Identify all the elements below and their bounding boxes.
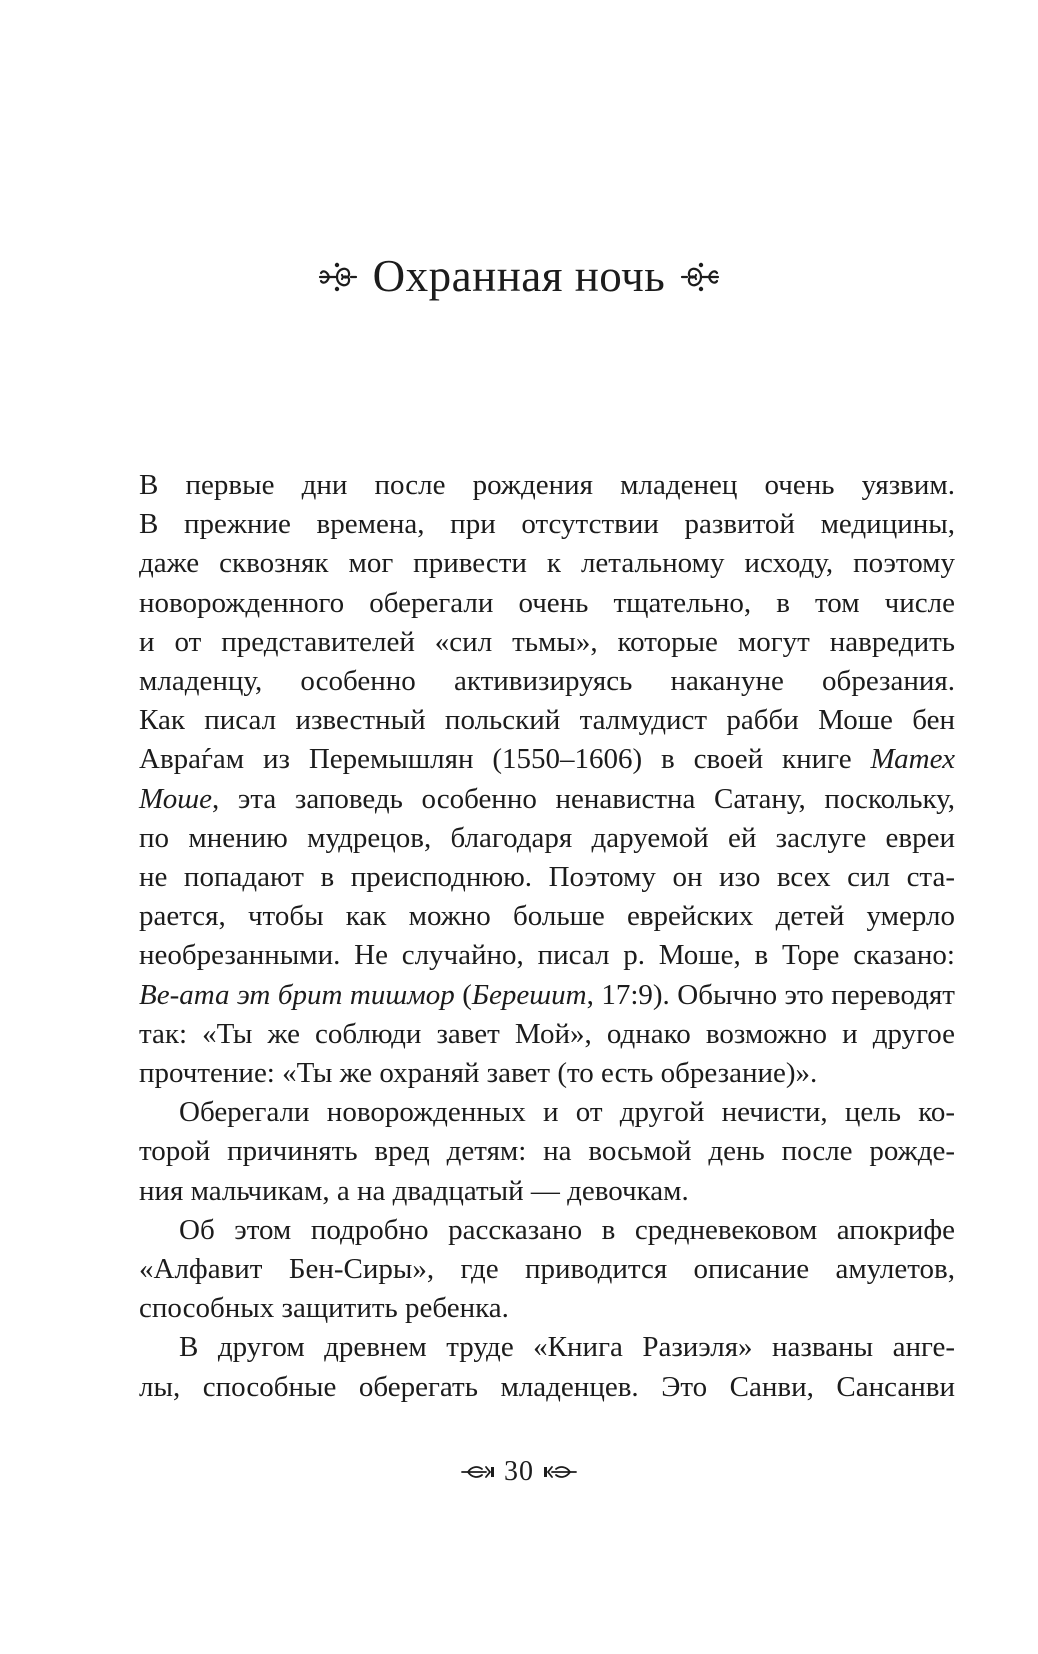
text-line: не попадают в преисподнюю. Поэтому он изо всех сил ста- <box>139 861 955 894</box>
page-footer <box>0 1456 1038 1488</box>
text-line: Оберегали новорожденных и от другой нечисти, цель ко- <box>179 1096 955 1129</box>
text-line <box>139 976 955 1015</box>
text-line: необрезанными. Не случайно, писал р. Моше, в Торе сказано: <box>139 939 955 972</box>
flourish-icon <box>679 257 723 297</box>
text-line: рается, чтобы как можно больше еврейских детей умерло <box>139 900 955 933</box>
text-line: по мнению мудрецов, благодаря даруемой ей заслуге евреи <box>139 821 955 854</box>
folio-flourish-left-icon <box>460 1463 496 1481</box>
text-line: В первые дни после рождения младенец очень уязвим. <box>139 469 955 501</box>
text-segment: , 17:9). Обычно это переводят <box>586 978 955 1011</box>
text-line <box>139 740 955 779</box>
paragraph <box>139 466 955 1093</box>
text-segment: ( <box>454 978 472 1011</box>
book-title-italic: Моше <box>139 782 213 815</box>
paragraph <box>139 1211 955 1329</box>
paragraph <box>139 1093 955 1211</box>
text-line: «Алфавит Бен-Сиры», где приводится описание амулетов, <box>139 1253 955 1286</box>
page-number: 30 <box>504 1456 534 1487</box>
paragraph <box>139 1328 955 1406</box>
text-line: прочтение: «Ты же охраняй завет (то есть обрезание)». <box>139 1057 818 1090</box>
text-line: способных защитить ребенка. <box>139 1292 509 1325</box>
body-text <box>139 466 955 1407</box>
text-line <box>139 780 955 819</box>
text-segment: , эта заповедь особенно ненавистна Сатану, поскольку, <box>212 782 955 815</box>
folio-flourish-right-icon <box>542 1463 578 1481</box>
text-line: даже сквозняк мог привести к летальному исходу, поэтому <box>139 547 955 580</box>
text-line: так: «Ты же соблюди завет Мой», однако возможно и другое <box>139 1017 955 1050</box>
text-line: ния мальчикам, а на двадцатый — девочкам. <box>139 1174 689 1207</box>
flourish-icon <box>315 257 359 297</box>
text-line: Как писал известный польский талмудист рабби Моше бен <box>139 704 955 737</box>
book-title-italic: Матех <box>870 743 955 776</box>
hebrew-quote-italic: Ве-ата эт брит тишмор <box>139 978 455 1011</box>
chapter-heading <box>0 251 1038 301</box>
text-line: младенцу, особенно активизируясь накануне обрезания. <box>139 665 955 698</box>
text-line: и от представителей «сил тьмы», которые могут навредить <box>139 625 955 658</box>
text-line: В прежние времена, при отсутствии развитой медицины, <box>139 508 955 541</box>
source-italic: Берешит <box>471 978 587 1011</box>
text-line: новорожденного оберегали очень тщательно, в том числе <box>139 586 955 619</box>
text-line: торой причинять вред детям: на восьмой день после рожде- <box>139 1135 955 1168</box>
chapter-title: Охранная ночь <box>372 251 666 301</box>
text-line: В другом древнем труде «Книга Разиэля» названы анге- <box>179 1331 955 1364</box>
text-line: лы, способные оберегать младенцев. Это Санви, Сансанви <box>139 1370 955 1403</box>
text-line: Об этом подробно рассказано в средневековом апокрифе <box>179 1213 955 1246</box>
text-segment: Авраѓам из Перемышлян (1550–1606) в своей книге <box>139 743 871 776</box>
